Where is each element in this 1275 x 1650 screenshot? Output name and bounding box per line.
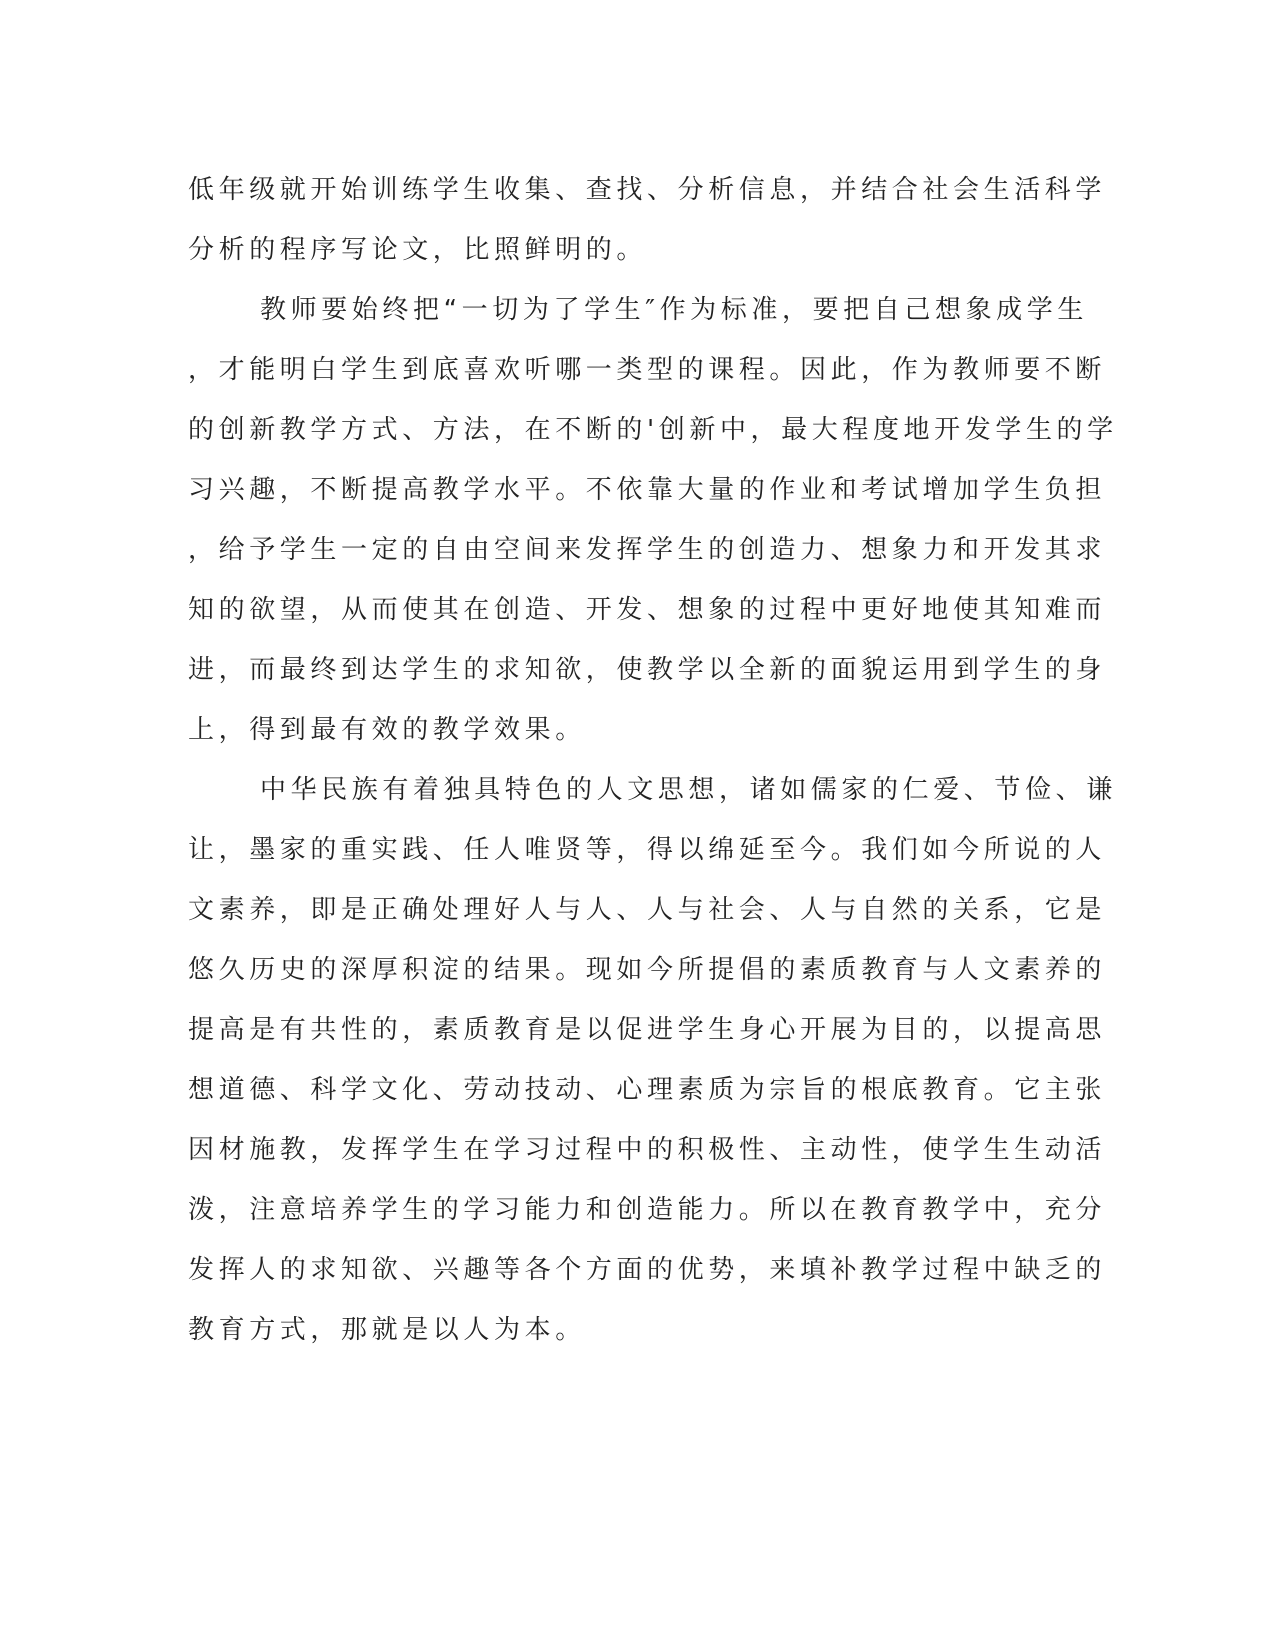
paragraph-3 (188, 760, 1117, 1360)
text-line: 教师要始终把“一切为了学生″作为标准，要把自己想象成学生 (260, 295, 1088, 325)
paragraph-1 (188, 160, 1107, 280)
paragraph-2 (188, 280, 1118, 760)
text-line: 上，得到最有效的教学效果。 (188, 715, 586, 745)
body-text (188, 160, 1118, 1360)
text-line: 悠久历史的深厚积淀的结果。现如今所提倡的素质教育与人文素养的 (188, 955, 1107, 985)
text-line: 教育方式，那就是以人为本。 (188, 1315, 586, 1345)
text-line: 习兴趣，不断提高教学水平。不依靠大量的作业和考试增加学生负担 (188, 475, 1107, 505)
text-line: 提高是有共性的，素质教育是以促进学生身心开展为目的，以提高思 (188, 1015, 1107, 1045)
text-line: 分析的程序写论文，比照鲜明的。 (188, 235, 648, 265)
text-line: ，才能明白学生到底喜欢听哪一类型的课程。因此，作为教师要不断 (188, 355, 1107, 385)
text-line: 进，而最终到达学生的求知欲，使教学以全新的面貌运用到学生的身 (188, 655, 1107, 685)
text-line: 的创新教学方式、方法，在不断的'创新中，最大程度地开发学生的学 (188, 415, 1118, 445)
text-line: 因材施教，发挥学生在学习过程中的积极性、主动性，使学生生动活 (188, 1135, 1107, 1165)
text-line: 让，墨家的重实践、任人唯贤等，得以绵延至今。我们如今所说的人 (188, 835, 1107, 865)
text-line: 低年级就开始训练学生收集、查找、分析信息，并结合社会生活科学 (188, 175, 1107, 205)
text-line: 文素养，即是正确处理好人与人、人与社会、人与自然的关系，它是 (188, 895, 1107, 925)
text-line: 中华民族有着独具特色的人文思想，诸如儒家的仁爱、节俭、谦 (260, 775, 1117, 805)
text-line: 想道德、科学文化、劳动技动、心理素质为宗旨的根底教育。它主张 (188, 1075, 1107, 1105)
text-line: 知的欲望，从而使其在创造、开发、想象的过程中更好地使其知难而 (188, 595, 1107, 625)
text-line: 发挥人的求知欲、兴趣等各个方面的优势，来填补教学过程中缺乏的 (188, 1255, 1107, 1285)
text-line: ，给予学生一定的自由空间来发挥学生的创造力、想象力和开发其求 (188, 535, 1107, 565)
text-line: 泼，注意培养学生的学习能力和创造能力。所以在教育教学中，充分 (188, 1195, 1107, 1225)
